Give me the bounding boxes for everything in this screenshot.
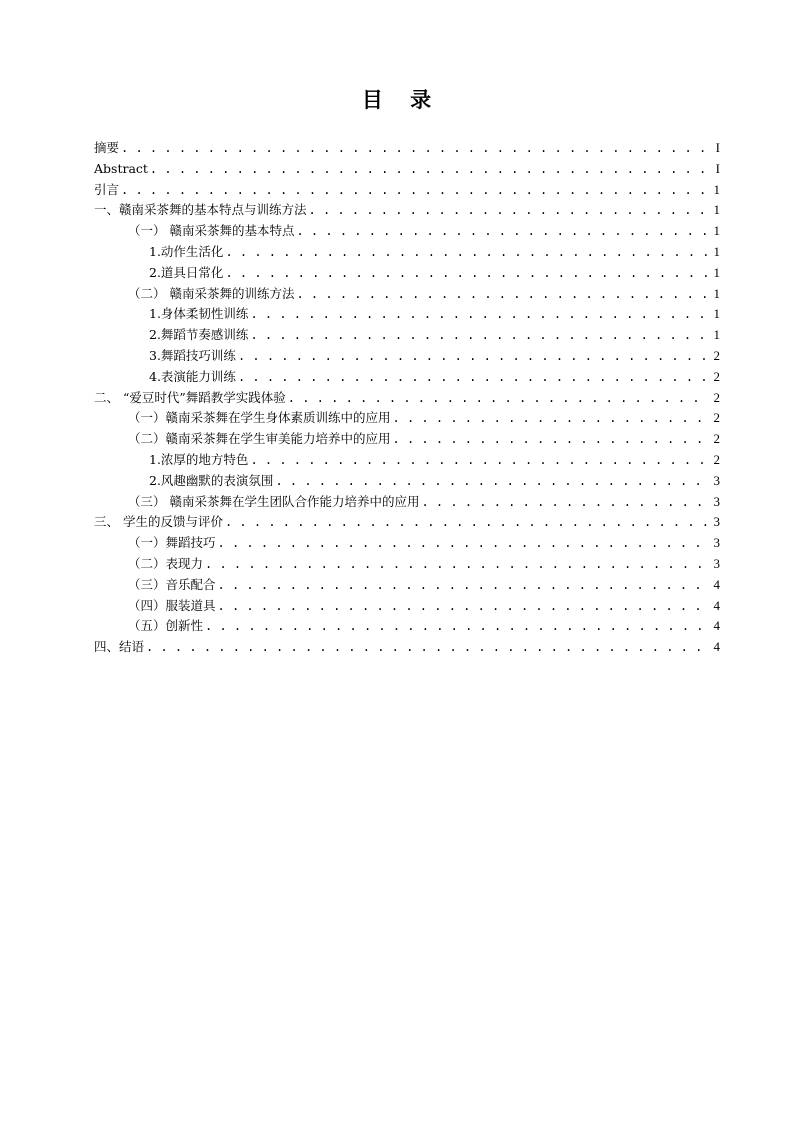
toc-entry-page-number: 3 bbox=[713, 514, 720, 530]
toc-entry-page-number: I bbox=[715, 140, 720, 155]
toc-dot-leader bbox=[225, 263, 708, 284]
toc-entry-page-number: 4 bbox=[713, 639, 720, 655]
toc-dot-leader bbox=[218, 533, 708, 554]
toc-entry[interactable] bbox=[94, 180, 720, 201]
toc-entry-text: 4.表演能力训练 bbox=[149, 368, 236, 384]
toc-entry-page-number: 1 bbox=[713, 264, 720, 280]
toc-dot-leader bbox=[250, 450, 708, 471]
toc-entry[interactable] bbox=[94, 408, 720, 429]
toc-dot-leader bbox=[250, 325, 708, 346]
toc-entry[interactable] bbox=[94, 346, 720, 367]
toc-entry-page-number: 2 bbox=[713, 368, 720, 384]
toc-entry[interactable] bbox=[94, 596, 720, 617]
toc-entry[interactable] bbox=[94, 388, 720, 409]
toc-entry-text: 四、结语 bbox=[94, 639, 145, 655]
toc-entry-page-number: 1 bbox=[713, 202, 720, 218]
toc-entry-text: （五）创新性 bbox=[128, 618, 204, 634]
toc-entry[interactable] bbox=[94, 554, 720, 575]
toc-dot-leader bbox=[393, 429, 708, 450]
toc-entry-page-number: 2 bbox=[713, 389, 720, 405]
toc-entry-page-number: 4 bbox=[713, 597, 720, 613]
toc-entry-text: （一）舞蹈技巧 bbox=[128, 535, 216, 551]
toc-dot-leader bbox=[393, 408, 708, 429]
toc-entry-text: 2.道具日常化 bbox=[149, 264, 224, 280]
toc-entry-text: 一、赣南采茶舞的基本特点与训练方法 bbox=[94, 202, 307, 218]
toc-entry-text: （二）赣南采茶舞在学生审美能力培养中的应用 bbox=[128, 431, 391, 447]
toc-entry[interactable] bbox=[94, 429, 720, 450]
toc-entry-text: 2.风趣幽默的表演氛围 bbox=[149, 472, 274, 488]
toc-entry-page-number: 1 bbox=[713, 327, 720, 343]
toc-dot-leader bbox=[146, 637, 708, 658]
toc-dot-leader bbox=[250, 304, 708, 325]
toc-dot-leader bbox=[218, 596, 708, 617]
toc-dot-leader bbox=[121, 180, 708, 201]
toc-dot-leader bbox=[225, 242, 708, 263]
toc-entry[interactable] bbox=[94, 304, 720, 325]
toc-entry-text: Abstract bbox=[94, 160, 148, 176]
toc-entry-text: （二）表现力 bbox=[128, 555, 204, 571]
toc-entry-page-number: 3 bbox=[713, 555, 720, 571]
toc-entry-page-number: 3 bbox=[713, 535, 720, 551]
toc-entry-text: 引言 bbox=[94, 181, 120, 197]
toc-entry[interactable] bbox=[94, 325, 720, 346]
toc-entry-text: （二） 赣南采茶舞的训练方法 bbox=[128, 285, 295, 301]
toc-dot-leader bbox=[296, 221, 708, 242]
toc-entry[interactable] bbox=[94, 242, 720, 263]
toc-entry[interactable] bbox=[94, 471, 720, 492]
toc-dot-leader bbox=[238, 367, 708, 388]
toc-entry-page-number: 3 bbox=[713, 472, 720, 488]
toc-entry[interactable] bbox=[94, 533, 720, 554]
toc-entry-page-number: 2 bbox=[713, 451, 720, 467]
toc-dot-leader bbox=[421, 492, 708, 513]
toc-dot-leader bbox=[121, 138, 708, 159]
table-of-contents bbox=[94, 138, 720, 658]
toc-entry[interactable] bbox=[94, 284, 720, 305]
toc-entry-text: 摘要 bbox=[94, 140, 120, 155]
toc-entry-text: 二、 “爱豆时代”舞蹈教学实践体验 bbox=[94, 389, 286, 405]
toc-dot-leader bbox=[218, 575, 708, 596]
toc-dot-leader bbox=[296, 284, 708, 305]
toc-entry-text: 1.动作生活化 bbox=[149, 243, 224, 259]
toc-entry[interactable] bbox=[94, 637, 720, 658]
toc-dot-leader bbox=[205, 616, 708, 637]
toc-entry[interactable] bbox=[94, 367, 720, 388]
toc-dot-leader bbox=[309, 200, 708, 221]
toc-entry-text: 2.舞蹈节奏感训练 bbox=[149, 327, 249, 343]
toc-entry-page-number: 2 bbox=[713, 347, 720, 363]
toc-dot-leader bbox=[288, 388, 708, 409]
toc-entry[interactable] bbox=[94, 512, 720, 533]
toc-entry-text: 1.身体柔韧性训练 bbox=[149, 306, 249, 322]
toc-entry[interactable] bbox=[94, 450, 720, 471]
toc-entry-page-number: 1 bbox=[713, 285, 720, 301]
toc-entry-page-number: 2 bbox=[713, 431, 720, 447]
toc-entry-text: （四）服装道具 bbox=[128, 597, 216, 613]
toc-dot-leader bbox=[238, 346, 708, 367]
toc-entry-text: （三）音乐配合 bbox=[128, 576, 216, 592]
toc-entry-page-number: 3 bbox=[713, 493, 720, 509]
toc-entry-page-number: 4 bbox=[713, 618, 720, 634]
toc-entry-page-number: I bbox=[715, 160, 720, 176]
toc-entry-text: （一） 赣南采茶舞的基本特点 bbox=[128, 223, 295, 239]
toc-dot-leader bbox=[225, 512, 708, 533]
toc-entry[interactable] bbox=[94, 159, 720, 180]
toc-dot-leader bbox=[205, 554, 708, 575]
toc-dot-leader bbox=[275, 471, 708, 492]
toc-entry-page-number: 4 bbox=[713, 576, 720, 592]
toc-entry[interactable] bbox=[94, 263, 720, 284]
toc-entry-text: 3.舞蹈技巧训练 bbox=[149, 347, 236, 363]
toc-dot-leader bbox=[150, 159, 708, 180]
toc-entry[interactable] bbox=[94, 200, 720, 221]
toc-entry[interactable] bbox=[94, 138, 720, 159]
toc-entry-text: （一）赣南采茶舞在学生身体素质训练中的应用 bbox=[128, 410, 391, 426]
toc-entry[interactable] bbox=[94, 221, 720, 242]
toc-entry[interactable] bbox=[94, 492, 720, 513]
toc-entry-text: 三、 学生的反馈与评价 bbox=[94, 514, 223, 530]
toc-entry-page-number: 2 bbox=[713, 410, 720, 426]
toc-entry-page-number: 1 bbox=[713, 306, 720, 322]
toc-entry-text: （三） 赣南采茶舞在学生团队合作能力培养中的应用 bbox=[128, 493, 420, 509]
toc-entry[interactable] bbox=[94, 616, 720, 637]
toc-entry-page-number: 1 bbox=[713, 181, 720, 197]
toc-entry-text: 1.浓厚的地方特色 bbox=[149, 451, 249, 467]
toc-entry-page-number: 1 bbox=[713, 223, 720, 239]
toc-entry[interactable] bbox=[94, 575, 720, 596]
toc-title: 目 录 bbox=[361, 88, 442, 112]
toc-entry-page-number: 1 bbox=[713, 243, 720, 259]
